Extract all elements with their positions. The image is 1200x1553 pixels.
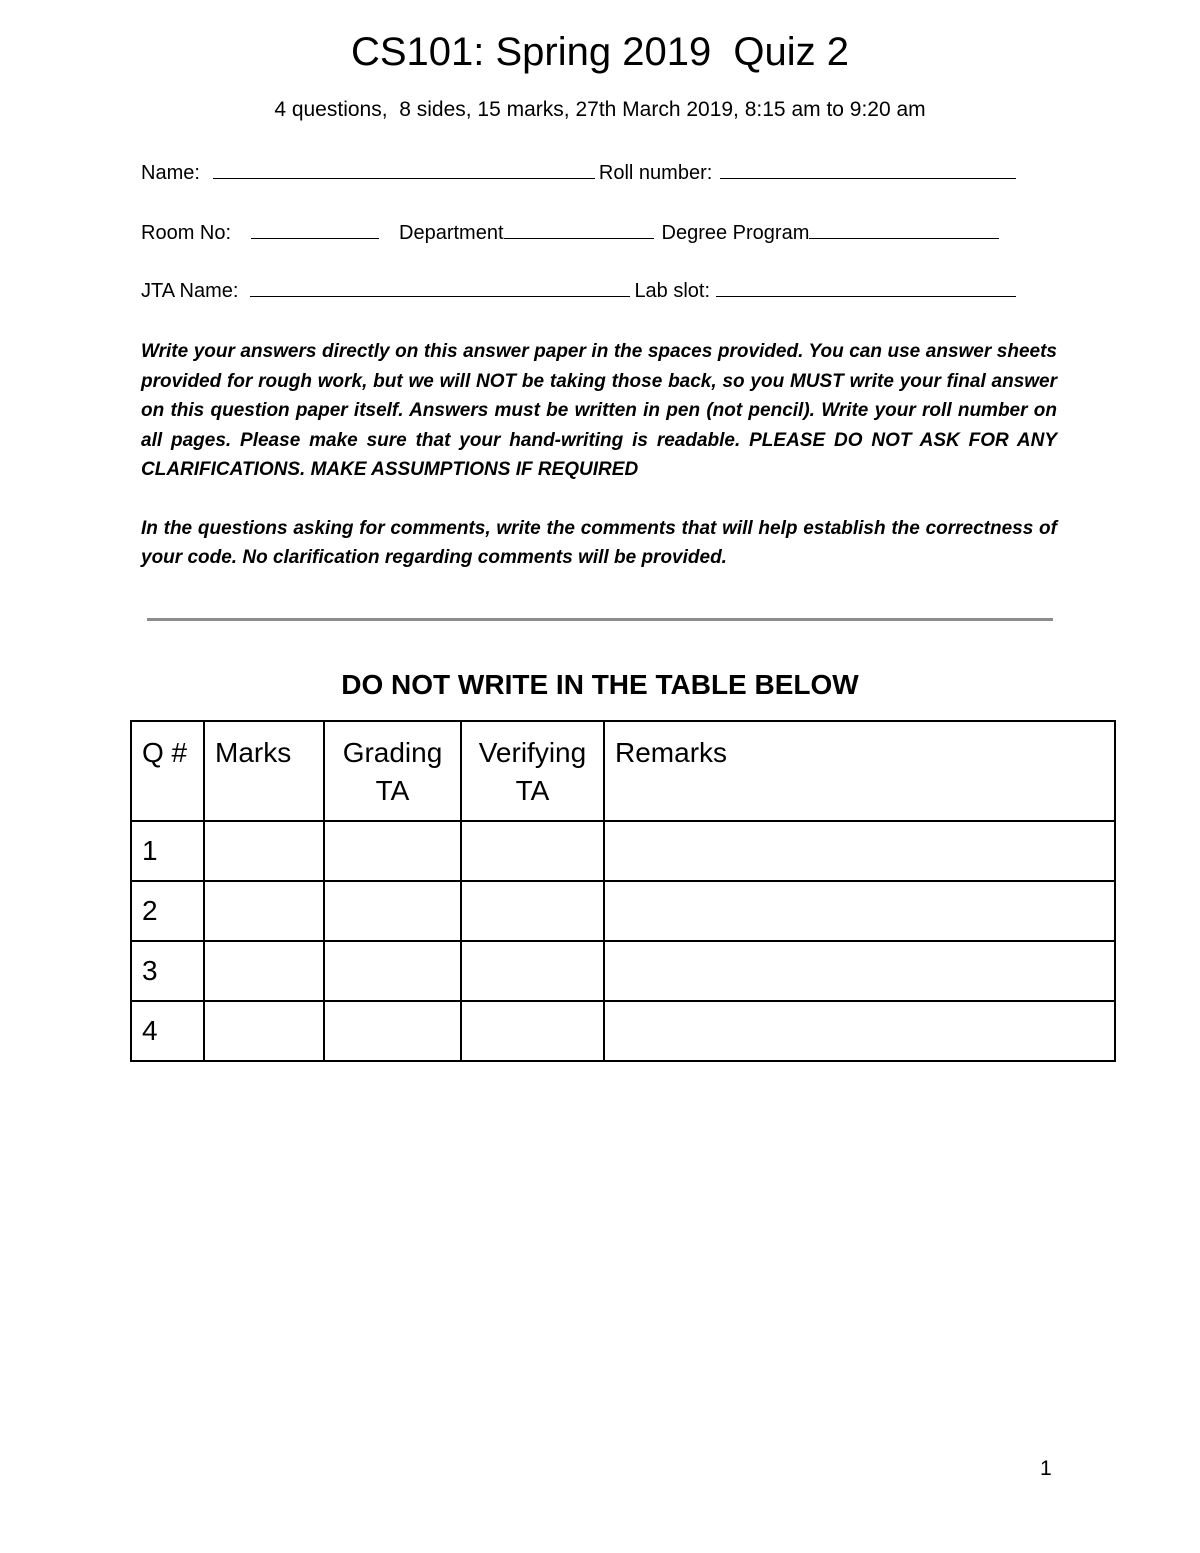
grading-ta-cell — [324, 941, 461, 1001]
grading-ta-cell — [324, 821, 461, 881]
lab-slot-blank[interactable] — [716, 278, 1016, 297]
room-blank[interactable] — [251, 220, 379, 239]
quiz-title: CS101: Spring 2019 Quiz 2 — [350, 30, 850, 74]
remarks-cell — [604, 881, 1115, 941]
verifying-ta-cell — [461, 941, 604, 1001]
roll-number-blank[interactable] — [720, 160, 1016, 179]
jta-lab-row — [141, 278, 1020, 304]
comments-instructions-paragraph: In the questions asking for comments, write the comments that will help establish the correctness of your code. No clarification regarding comments will be provided. — [141, 517, 1057, 568]
header-remarks: Remarks — [604, 721, 1115, 821]
remarks-cell — [604, 821, 1115, 881]
grading-ta-cell — [324, 881, 461, 941]
header-marks: Marks — [204, 721, 324, 821]
header-verifying-line2: TA — [515, 775, 550, 806]
remarks-cell — [604, 941, 1115, 1001]
page-number: 1 — [1040, 1457, 1052, 1480]
grading-ta-cell — [324, 1001, 461, 1061]
marks-cell — [204, 881, 324, 941]
verifying-ta-cell — [461, 821, 604, 881]
department-label: Department — [399, 222, 504, 244]
lab-slot-label: Lab slot: — [634, 280, 711, 302]
degree-program-label: Degree Program — [661, 222, 810, 244]
instructions-paragraph: Write your answers directly on this answer paper in the spaces provided. You can use answer sheets provided for rough work, but we will NOT be taking those back, so you MUST write your final answer on this question paper itself. Answers must be written in pen (not pencil). Write your roll number on all pages. Please make sure that your hand-writing is readable. PLEASE DO NOT ASK FOR ANY CLARIFICATIONS. MAKE ASSUMPTIONS IF REQUIRED — [141, 341, 1057, 480]
marks-cell — [204, 821, 324, 881]
degree-program-blank[interactable] — [809, 220, 999, 239]
remarks-cell — [604, 1001, 1115, 1061]
header-verifying-line1: Verifying — [478, 737, 587, 768]
name-blank[interactable] — [213, 160, 595, 179]
header-grading-ta — [324, 721, 461, 821]
question-number-cell: 1 — [131, 821, 204, 881]
quiz-details: 4 questions, 8 sides, 15 marks, 27th March 2019, 8:15 am to 9:20 am — [274, 98, 926, 121]
department-blank[interactable] — [504, 220, 654, 239]
marks-cell — [204, 941, 324, 1001]
marks-cell — [204, 1001, 324, 1061]
room-department-row — [141, 220, 1003, 246]
roll-number-label: Roll number: — [598, 162, 713, 184]
header-verifying-ta — [461, 721, 604, 821]
question-number-cell: 2 — [131, 881, 204, 941]
question-number-cell: 4 — [131, 1001, 204, 1061]
jta-name-blank[interactable] — [250, 278, 630, 297]
room-label: Room No: — [141, 222, 232, 244]
table-row — [131, 881, 1115, 941]
header-grading-line2: TA — [375, 775, 410, 806]
instructions — [141, 337, 1057, 573]
table-row — [131, 821, 1115, 881]
table-row — [131, 1001, 1115, 1061]
table-row — [131, 941, 1115, 1001]
verifying-ta-cell — [461, 881, 604, 941]
grading-table — [130, 720, 1116, 1062]
question-number-cell: 3 — [131, 941, 204, 1001]
name-label: Name: — [141, 162, 200, 184]
table-header-row — [131, 721, 1115, 821]
section-divider — [147, 618, 1053, 621]
table-heading: DO NOT WRITE IN THE TABLE BELOW — [341, 669, 859, 700]
jta-name-label: JTA Name: — [141, 280, 239, 302]
header-grading-line1: Grading — [342, 737, 443, 768]
verifying-ta-cell — [461, 1001, 604, 1061]
header-question-number: Q # — [131, 721, 204, 821]
name-roll-row — [141, 160, 1020, 186]
